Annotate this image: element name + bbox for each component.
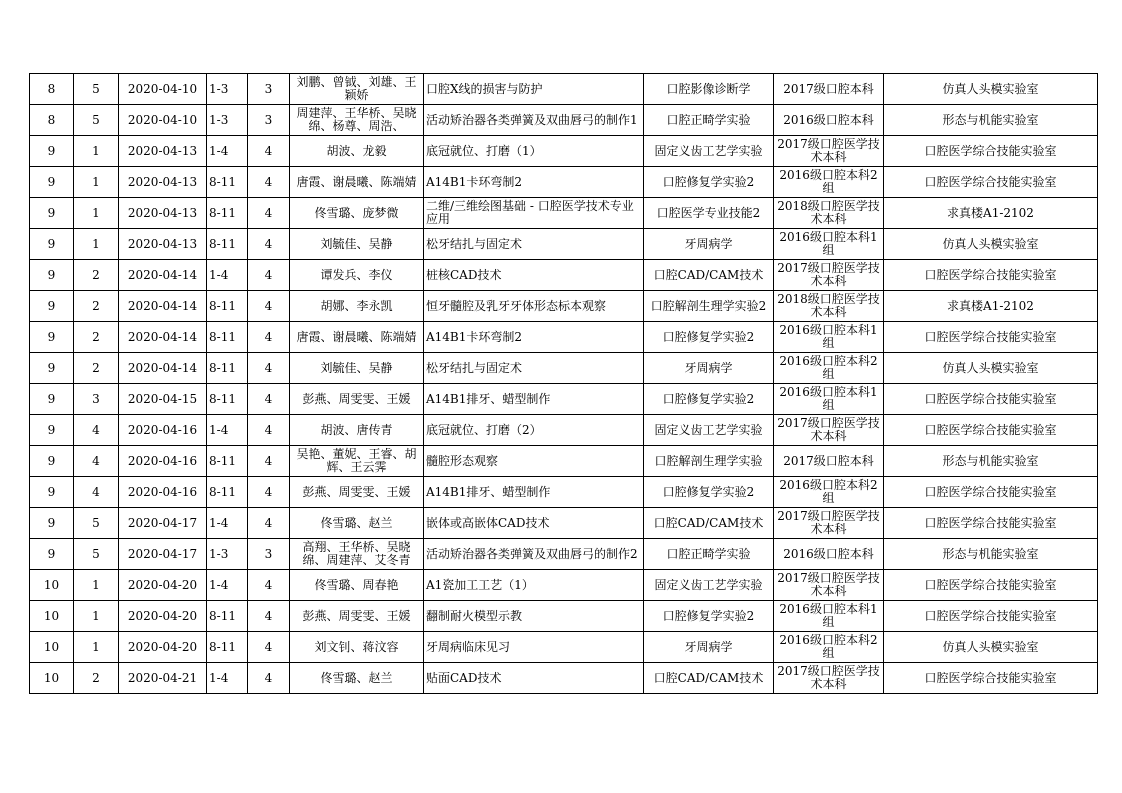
cell-week: 9 (30, 415, 74, 446)
cell-weekday: 2 (74, 353, 119, 384)
cell-date: 2020-04-10 (119, 105, 207, 136)
cell-hours: 4 (248, 260, 290, 291)
cell-week: 10 (30, 632, 74, 663)
cell-course: 口腔医学专业技能2 (644, 198, 774, 229)
cell-topic: A14B1卡环弯制2 (424, 322, 644, 353)
cell-periods: 8-11 (207, 384, 248, 415)
cell-periods: 8-11 (207, 167, 248, 198)
cell-lab: 求真楼A1-2102 (884, 198, 1098, 229)
cell-lab: 口腔医学综合技能实验室 (884, 415, 1098, 446)
cell-weekday: 3 (74, 384, 119, 415)
cell-topic: 松牙结扎与固定术 (424, 229, 644, 260)
cell-topic: 髓腔形态观察 (424, 446, 644, 477)
cell-weekday: 5 (74, 74, 119, 105)
cell-teachers: 佟雪璐、赵兰 (290, 508, 424, 539)
cell-course: 口腔正畸学实验 (644, 105, 774, 136)
cell-date: 2020-04-20 (119, 632, 207, 663)
cell-teachers: 刘文钊、蒋汶容 (290, 632, 424, 663)
cell-week: 9 (30, 136, 74, 167)
cell-weekday: 1 (74, 198, 119, 229)
table-row (30, 353, 1098, 384)
table-row (30, 260, 1098, 291)
table-row (30, 74, 1098, 105)
cell-weekday: 2 (74, 663, 119, 694)
cell-date: 2020-04-16 (119, 477, 207, 508)
cell-class: 2017级口腔本科 (774, 446, 884, 477)
cell-lab: 口腔医学综合技能实验室 (884, 136, 1098, 167)
cell-date: 2020-04-13 (119, 167, 207, 198)
cell-hours: 4 (248, 663, 290, 694)
cell-lab: 形态与机能实验室 (884, 539, 1098, 570)
cell-periods: 8-11 (207, 446, 248, 477)
cell-lab: 形态与机能实验室 (884, 446, 1098, 477)
table-row (30, 415, 1098, 446)
cell-teachers: 胡波、龙毅 (290, 136, 424, 167)
cell-lab: 口腔医学综合技能实验室 (884, 663, 1098, 694)
cell-lab: 口腔医学综合技能实验室 (884, 167, 1098, 198)
cell-teachers: 周建萍、王华桥、吴晓绵、杨尊、周浩、 (290, 105, 424, 136)
cell-date: 2020-04-13 (119, 136, 207, 167)
cell-course: 口腔修复学实验2 (644, 477, 774, 508)
cell-teachers: 唐霞、谢晨曦、陈端婧 (290, 167, 424, 198)
table-row (30, 167, 1098, 198)
cell-topic: 松牙结扎与固定术 (424, 353, 644, 384)
cell-topic: 底冠就位、打磨（1） (424, 136, 644, 167)
cell-lab: 口腔医学综合技能实验室 (884, 477, 1098, 508)
cell-lab: 仿真人头模实验室 (884, 632, 1098, 663)
cell-periods: 1-4 (207, 136, 248, 167)
cell-course: 牙周病学 (644, 632, 774, 663)
cell-class: 2018级口腔医学技术本科 (774, 198, 884, 229)
cell-periods: 1-3 (207, 74, 248, 105)
cell-course: 口腔修复学实验2 (644, 384, 774, 415)
cell-weekday: 4 (74, 415, 119, 446)
cell-periods: 1-3 (207, 539, 248, 570)
cell-weekday: 2 (74, 322, 119, 353)
cell-hours: 3 (248, 105, 290, 136)
table-row (30, 198, 1098, 229)
cell-hours: 4 (248, 570, 290, 601)
cell-class: 2016级口腔本科2组 (774, 477, 884, 508)
cell-date: 2020-04-20 (119, 601, 207, 632)
cell-week: 9 (30, 446, 74, 477)
cell-teachers: 彭燕、周雯雯、王媛 (290, 477, 424, 508)
cell-topic: 活动矫治器各类弹簧及双曲唇弓的制作2 (424, 539, 644, 570)
cell-date: 2020-04-13 (119, 198, 207, 229)
cell-hours: 4 (248, 384, 290, 415)
cell-course: 口腔正畸学实验 (644, 539, 774, 570)
cell-week: 9 (30, 322, 74, 353)
cell-hours: 4 (248, 632, 290, 663)
cell-topic: 恒牙髓腔及乳牙牙体形态标本观察 (424, 291, 644, 322)
cell-topic: 翻制耐火模型示教 (424, 601, 644, 632)
table-row (30, 446, 1098, 477)
cell-course: 口腔解剖生理学实验2 (644, 291, 774, 322)
cell-week: 9 (30, 539, 74, 570)
cell-weekday: 2 (74, 260, 119, 291)
cell-teachers: 彭燕、周雯雯、王媛 (290, 384, 424, 415)
cell-teachers: 吴艳、董妮、王睿、胡辉、王云霁 (290, 446, 424, 477)
cell-hours: 4 (248, 508, 290, 539)
cell-lab: 口腔医学综合技能实验室 (884, 260, 1098, 291)
cell-topic: 桩核CAD技术 (424, 260, 644, 291)
cell-teachers: 刘毓佳、吴静 (290, 229, 424, 260)
cell-week: 10 (30, 663, 74, 694)
table-row (30, 105, 1098, 136)
table-row (30, 136, 1098, 167)
cell-topic: 嵌体或高嵌体CAD技术 (424, 508, 644, 539)
cell-periods: 8-11 (207, 322, 248, 353)
cell-weekday: 1 (74, 601, 119, 632)
cell-class: 2016级口腔本科1组 (774, 601, 884, 632)
cell-hours: 4 (248, 601, 290, 632)
table-row (30, 632, 1098, 663)
cell-week: 9 (30, 167, 74, 198)
cell-date: 2020-04-16 (119, 446, 207, 477)
cell-class: 2017级口腔医学技术本科 (774, 260, 884, 291)
cell-course: 口腔解剖生理学实验 (644, 446, 774, 477)
cell-periods: 8-11 (207, 601, 248, 632)
cell-periods: 1-4 (207, 508, 248, 539)
cell-class: 2016级口腔本科2组 (774, 632, 884, 663)
cell-weekday: 1 (74, 167, 119, 198)
cell-course: 固定义齿工艺学实验 (644, 570, 774, 601)
table-row (30, 477, 1098, 508)
cell-topic: A1瓷加工工艺（1） (424, 570, 644, 601)
cell-weekday: 1 (74, 229, 119, 260)
cell-class: 2017级口腔医学技术本科 (774, 136, 884, 167)
cell-date: 2020-04-14 (119, 260, 207, 291)
cell-weekday: 4 (74, 477, 119, 508)
cell-weekday: 2 (74, 291, 119, 322)
cell-date: 2020-04-14 (119, 353, 207, 384)
cell-week: 9 (30, 508, 74, 539)
cell-topic: 贴面CAD技术 (424, 663, 644, 694)
cell-weekday: 5 (74, 105, 119, 136)
cell-hours: 4 (248, 415, 290, 446)
cell-hours: 4 (248, 167, 290, 198)
schedule-body (30, 74, 1098, 694)
cell-hours: 4 (248, 198, 290, 229)
cell-weekday: 1 (74, 136, 119, 167)
table-row (30, 663, 1098, 694)
cell-periods: 1-4 (207, 415, 248, 446)
cell-course: 口腔CAD/CAM技术 (644, 663, 774, 694)
cell-lab: 口腔医学综合技能实验室 (884, 570, 1098, 601)
cell-lab: 仿真人头模实验室 (884, 353, 1098, 384)
cell-teachers: 刘鹏、曾钺、刘雄、王颖娇 (290, 74, 424, 105)
cell-teachers: 高翔、王华桥、吴晓绵、周建萍、艾冬青 (290, 539, 424, 570)
cell-class: 2018级口腔医学技术本科 (774, 291, 884, 322)
cell-teachers: 谭发兵、李仪 (290, 260, 424, 291)
cell-periods: 8-11 (207, 198, 248, 229)
cell-lab: 口腔医学综合技能实验室 (884, 508, 1098, 539)
cell-date: 2020-04-13 (119, 229, 207, 260)
cell-periods: 1-4 (207, 663, 248, 694)
cell-lab: 仿真人头模实验室 (884, 229, 1098, 260)
cell-date: 2020-04-17 (119, 508, 207, 539)
cell-week: 9 (30, 198, 74, 229)
cell-periods: 1-4 (207, 260, 248, 291)
cell-class: 2016级口腔本科1组 (774, 384, 884, 415)
cell-periods: 1-3 (207, 105, 248, 136)
cell-periods: 8-11 (207, 477, 248, 508)
cell-class: 2016级口腔本科2组 (774, 353, 884, 384)
cell-topic: 底冠就位、打磨（2） (424, 415, 644, 446)
cell-lab: 口腔医学综合技能实验室 (884, 601, 1098, 632)
cell-course: 口腔修复学实验2 (644, 167, 774, 198)
cell-topic: A14B1排牙、蜡型制作 (424, 477, 644, 508)
cell-week: 8 (30, 105, 74, 136)
cell-weekday: 4 (74, 446, 119, 477)
cell-class: 2016级口腔本科1组 (774, 229, 884, 260)
cell-course: 口腔CAD/CAM技术 (644, 508, 774, 539)
cell-class: 2016级口腔本科 (774, 105, 884, 136)
cell-class: 2016级口腔本科 (774, 539, 884, 570)
cell-hours: 4 (248, 322, 290, 353)
cell-week: 9 (30, 384, 74, 415)
table-row (30, 229, 1098, 260)
schedule-table (29, 73, 1098, 694)
cell-week: 9 (30, 260, 74, 291)
cell-class: 2017级口腔医学技术本科 (774, 415, 884, 446)
cell-hours: 4 (248, 291, 290, 322)
cell-weekday: 1 (74, 632, 119, 663)
cell-topic: 口腔X线的损害与防护 (424, 74, 644, 105)
cell-topic: A14B1卡环弯制2 (424, 167, 644, 198)
cell-class: 2016级口腔本科1组 (774, 322, 884, 353)
cell-week: 9 (30, 291, 74, 322)
cell-weekday: 1 (74, 570, 119, 601)
cell-teachers: 刘毓佳、吴静 (290, 353, 424, 384)
cell-course: 牙周病学 (644, 353, 774, 384)
cell-topic: A14B1排牙、蜡型制作 (424, 384, 644, 415)
cell-teachers: 佟雪璐、赵兰 (290, 663, 424, 694)
cell-course: 口腔影像诊断学 (644, 74, 774, 105)
cell-lab: 形态与机能实验室 (884, 105, 1098, 136)
cell-date: 2020-04-16 (119, 415, 207, 446)
cell-periods: 8-11 (207, 291, 248, 322)
cell-teachers: 佟雪璐、周春艳 (290, 570, 424, 601)
cell-topic: 牙周病临床见习 (424, 632, 644, 663)
cell-teachers: 彭燕、周雯雯、王媛 (290, 601, 424, 632)
cell-lab: 求真楼A1-2102 (884, 291, 1098, 322)
cell-topic: 二维/三维绘图基础 - 口腔医学技术专业应用 (424, 198, 644, 229)
cell-teachers: 胡娜、李永凯 (290, 291, 424, 322)
cell-weekday: 5 (74, 508, 119, 539)
cell-date: 2020-04-21 (119, 663, 207, 694)
cell-class: 2017级口腔医学技术本科 (774, 663, 884, 694)
cell-teachers: 佟雪璐、庞梦微 (290, 198, 424, 229)
cell-week: 9 (30, 229, 74, 260)
cell-teachers: 胡波、唐传青 (290, 415, 424, 446)
cell-class: 2016级口腔本科2组 (774, 167, 884, 198)
cell-week: 9 (30, 477, 74, 508)
cell-date: 2020-04-20 (119, 570, 207, 601)
cell-weekday: 5 (74, 539, 119, 570)
cell-week: 8 (30, 74, 74, 105)
cell-hours: 4 (248, 229, 290, 260)
cell-course: 口腔CAD/CAM技术 (644, 260, 774, 291)
cell-course: 固定义齿工艺学实验 (644, 415, 774, 446)
table-row (30, 384, 1098, 415)
cell-date: 2020-04-14 (119, 291, 207, 322)
cell-lab: 口腔医学综合技能实验室 (884, 322, 1098, 353)
cell-lab: 口腔医学综合技能实验室 (884, 384, 1098, 415)
cell-hours: 3 (248, 74, 290, 105)
cell-periods: 8-11 (207, 353, 248, 384)
cell-periods: 8-11 (207, 229, 248, 260)
cell-lab: 仿真人头模实验室 (884, 74, 1098, 105)
cell-class: 2017级口腔医学技术本科 (774, 508, 884, 539)
table-row (30, 601, 1098, 632)
cell-class: 2017级口腔本科 (774, 74, 884, 105)
cell-course: 牙周病学 (644, 229, 774, 260)
table-row (30, 508, 1098, 539)
table-row (30, 322, 1098, 353)
table-row (30, 291, 1098, 322)
cell-week: 10 (30, 570, 74, 601)
cell-hours: 4 (248, 446, 290, 477)
cell-class: 2017级口腔医学技术本科 (774, 570, 884, 601)
cell-hours: 4 (248, 136, 290, 167)
cell-date: 2020-04-10 (119, 74, 207, 105)
table-row (30, 539, 1098, 570)
cell-date: 2020-04-17 (119, 539, 207, 570)
cell-periods: 8-11 (207, 632, 248, 663)
table-row (30, 570, 1098, 601)
cell-hours: 4 (248, 353, 290, 384)
cell-course: 固定义齿工艺学实验 (644, 136, 774, 167)
cell-hours: 3 (248, 539, 290, 570)
cell-teachers: 唐霞、谢晨曦、陈端婧 (290, 322, 424, 353)
cell-course: 口腔修复学实验2 (644, 601, 774, 632)
cell-periods: 1-4 (207, 570, 248, 601)
cell-hours: 4 (248, 477, 290, 508)
cell-topic: 活动矫治器各类弹簧及双曲唇弓的制作1 (424, 105, 644, 136)
cell-date: 2020-04-15 (119, 384, 207, 415)
cell-week: 9 (30, 353, 74, 384)
cell-date: 2020-04-14 (119, 322, 207, 353)
cell-week: 10 (30, 601, 74, 632)
cell-course: 口腔修复学实验2 (644, 322, 774, 353)
